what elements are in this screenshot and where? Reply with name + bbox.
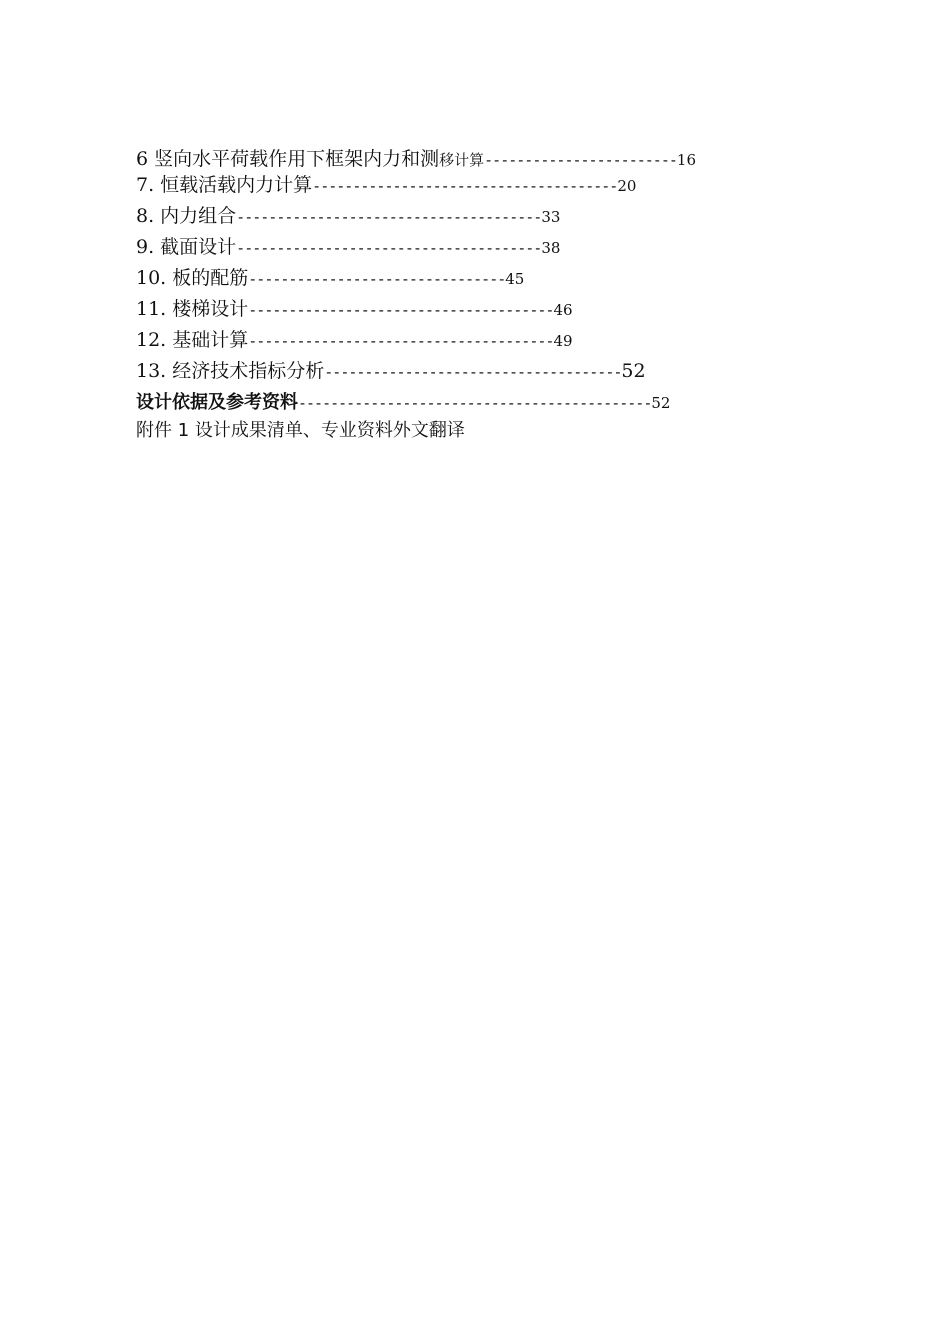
toc-page-number: 52	[621, 360, 646, 382]
toc-leader: -------------------------------------	[324, 363, 622, 381]
toc-item-label: 13. 经济技术指标分析	[136, 360, 325, 382]
toc-item-10[interactable]	[136, 266, 524, 290]
toc-item-11[interactable]	[136, 297, 573, 321]
toc-item-label: 9. 截面设计	[136, 236, 237, 258]
toc-leader: ------------------------	[484, 151, 677, 169]
toc-item-label: 11. 楼梯设计	[136, 298, 249, 320]
toc-item-7[interactable]	[136, 173, 636, 197]
toc-item-label: 10. 板的配筋	[136, 267, 249, 289]
toc-item-appendix[interactable]	[136, 418, 465, 442]
toc-item-label: 8. 内力组合	[136, 205, 237, 227]
toc-leader: --------------------------------------------	[298, 394, 652, 412]
toc-page-number: 46	[553, 301, 573, 319]
toc-item-13[interactable]	[136, 359, 646, 383]
toc-leader: --------------------------------------	[236, 208, 542, 226]
toc-page-number: 20	[617, 177, 637, 195]
toc-item-6[interactable]	[136, 147, 696, 171]
toc-leader: --------------------------------------	[236, 239, 542, 257]
toc-item-label: 设计依据及参考资料	[136, 392, 298, 413]
toc-page-number: 33	[541, 208, 561, 226]
toc-item-8[interactable]	[136, 204, 560, 228]
toc-page-number: 45	[505, 270, 525, 288]
toc-item-label: 6 竖向水平荷载作用下框架内力和测	[136, 148, 440, 170]
toc-item-references[interactable]	[136, 390, 670, 414]
toc-item-12[interactable]	[136, 328, 573, 352]
toc-item-label: 附件 1 设计成果清单、专业资料外文翻译	[136, 420, 465, 441]
toc-item-9[interactable]	[136, 235, 560, 259]
toc-page-number: 52	[651, 394, 671, 412]
toc-item-label: 12. 基础计算	[136, 329, 249, 351]
toc-page-number: 38	[541, 239, 561, 257]
toc-leader: --------------------------------------	[248, 332, 554, 350]
toc-item-label-small: 移计算	[439, 151, 485, 169]
toc-item-label: 7. 恒载活载内力计算	[136, 174, 313, 196]
toc-leader: --------------------------------	[248, 270, 506, 288]
toc-page-number: 16	[676, 151, 696, 169]
toc-leader: --------------------------------------	[248, 301, 554, 319]
toc-page-number: 49	[553, 332, 573, 350]
toc-leader: --------------------------------------	[312, 177, 618, 195]
